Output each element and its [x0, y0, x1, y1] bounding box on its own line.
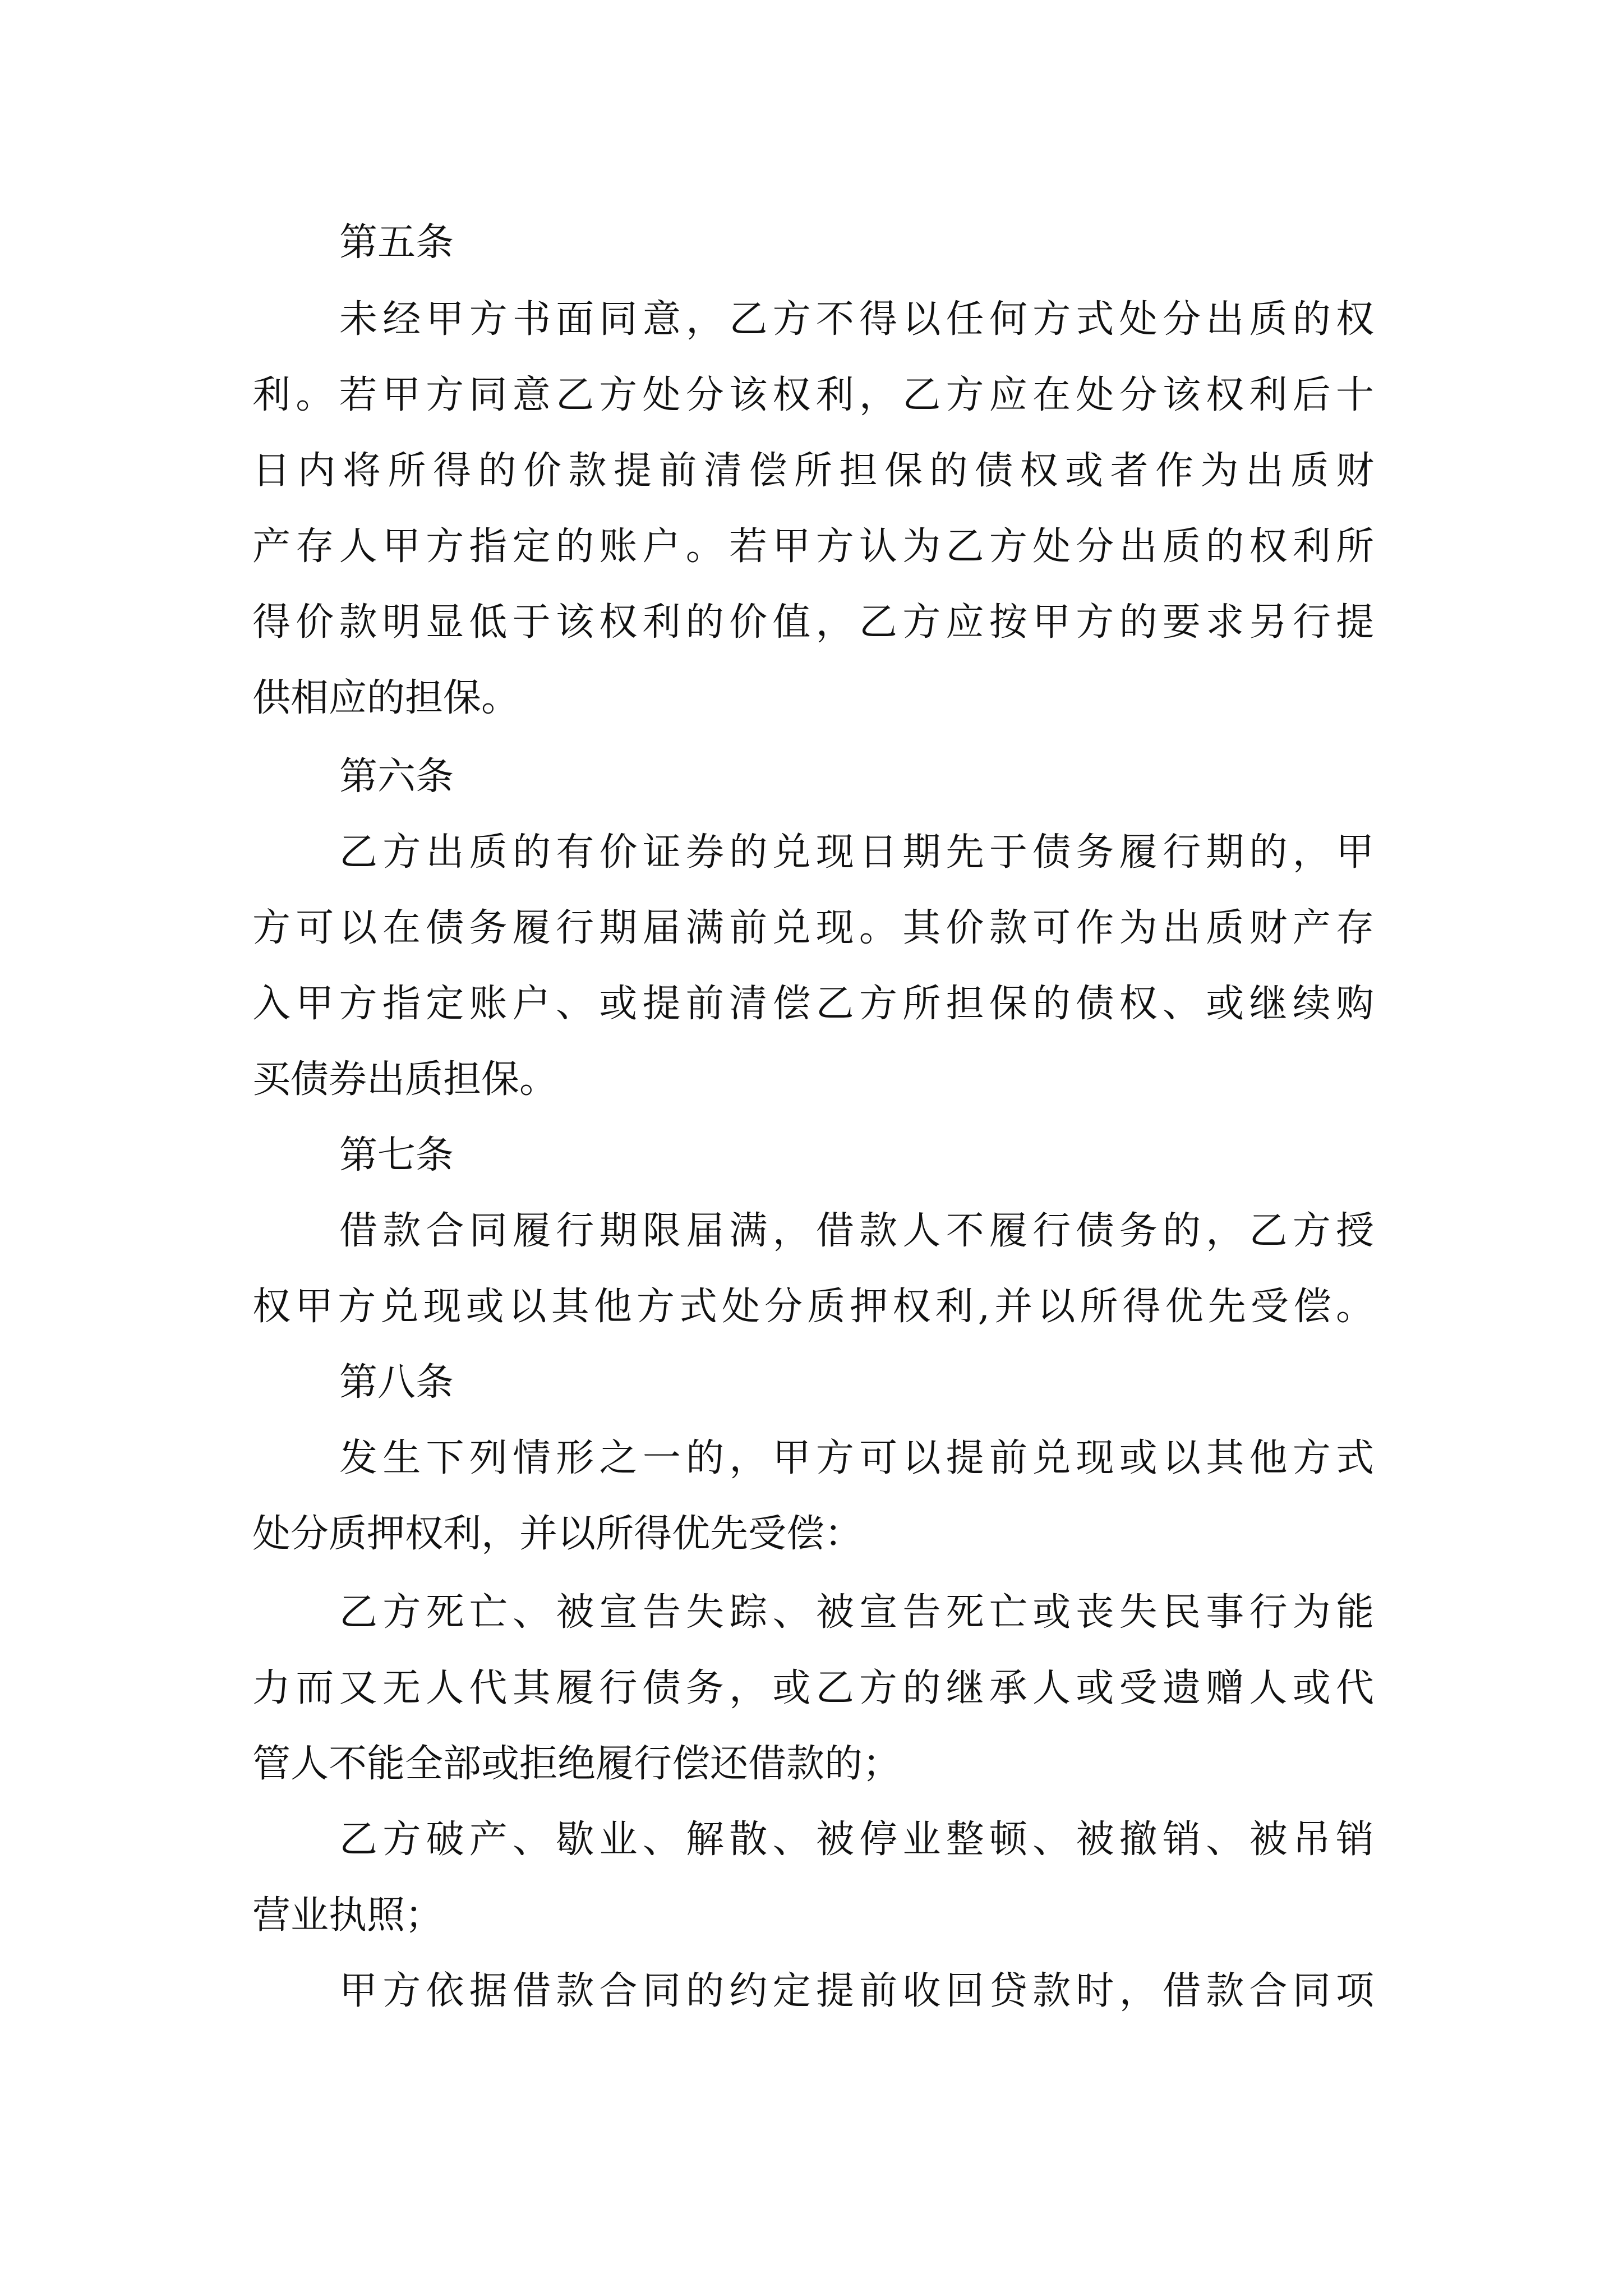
paragraph-line: 未经甲方书面同意，乙方不得以任何方式处分出质的权: [339, 297, 1374, 342]
paragraph-line: 营业执照；: [252, 1893, 444, 1938]
paragraph-line: 供相应的担保。: [252, 676, 520, 720]
paragraph-line: 权甲方兑现或以其他方式处分质押权利,并以所得优先受偿。: [252, 1285, 1374, 1329]
paragraph-line: 方可以在债务履行期届满前兑现。其价款可作为出质财产存: [252, 906, 1374, 950]
paragraph-line: 买债券出质担保。: [252, 1057, 558, 1102]
paragraph-line: 甲方依据借款合同的约定提前收回贷款时，借款合同项: [339, 1969, 1374, 2013]
paragraph-line: 发生下列情形之一的，甲方可以提前兑现或以其他方式: [339, 1436, 1374, 1480]
paragraph-line: 乙方出质的有价证券的兑现日期先于债务履行期的，甲: [339, 830, 1374, 875]
paragraph-line: 力而又无人代其履行债务，或乙方的继承人或受遗赠人或代: [252, 1666, 1374, 1710]
paragraph-line: 管人不能全部或拒绝履行偿还借款的；: [252, 1742, 901, 1786]
article-5-heading: 第五条: [339, 220, 454, 265]
article-7-heading: 第七条: [339, 1133, 454, 1177]
paragraph-line: 入甲方指定账户、或提前清偿乙方所担保的债权、或继续购: [252, 982, 1374, 1026]
paragraph-line: 乙方破产、歇业、解散、被停业整顿、被撤销、被吊销: [339, 1818, 1374, 1862]
paragraph-line: 日内将所得的价款提前清偿所担保的债权或者作为出质财: [252, 449, 1374, 493]
paragraph-line: 利。若甲方同意乙方处分该权利，乙方应在处分该权利后十: [252, 373, 1374, 417]
article-8-heading: 第八条: [339, 1360, 454, 1405]
paragraph-line: 产存人甲方指定的账户。若甲方认为乙方处分出质的权利所: [252, 524, 1374, 569]
paragraph-line: 借款合同履行期限届满，借款人不履行债务的，乙方授: [339, 1209, 1374, 1253]
paragraph-line: 得价款明显低于该权利的价值，乙方应按甲方的要求另行提: [252, 600, 1374, 645]
paragraph-line: 处分质押权利，并以所得优先受偿：: [252, 1512, 863, 1556]
article-6-heading: 第六条: [339, 754, 454, 799]
paragraph-line: 乙方死亡、被宣告失踪、被宣告死亡或丧失民事行为能: [339, 1590, 1374, 1635]
